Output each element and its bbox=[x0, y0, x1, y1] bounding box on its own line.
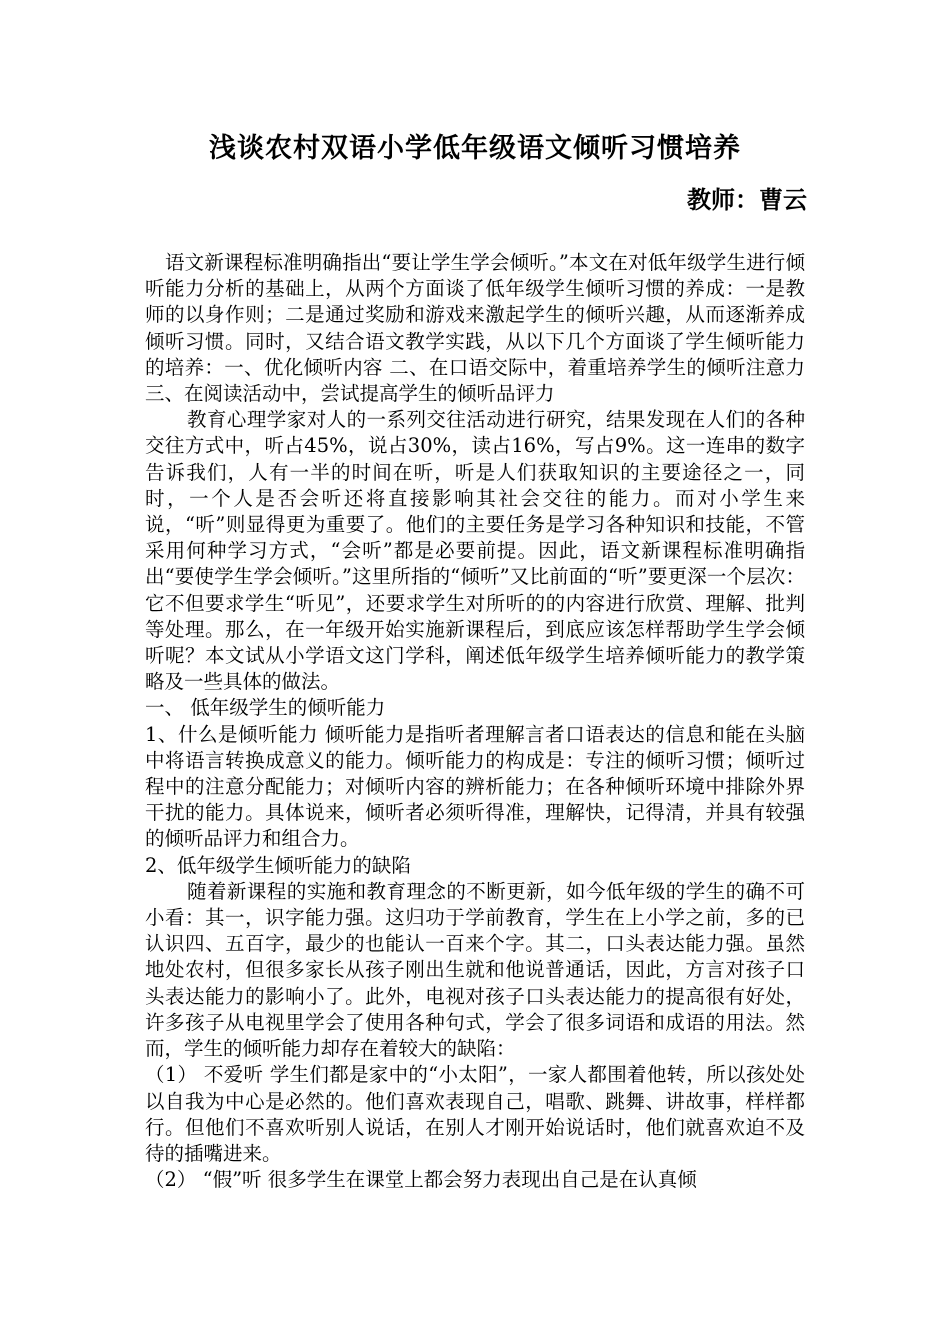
document-title: 浅谈农村双语小学低年级语文倾听习惯培养 bbox=[209, 133, 741, 164]
document-body bbox=[145, 250, 805, 1193]
paragraph-intro: 教育心理学家对人的一系列交往活动进行研究，结果发现在人们的各种交往方式中，听占45%，说占30%，读占16%，写占9%。这一连串的数字告诉我们，人有一半的时间在听，听是人们获取知识的主要途径之一，同时，一个人是否会听还将直接影响其社会交往的能力。而对小学生来说，“听”则显得更为重要了。他们的主要任务是学习各种知识和技能，不管采用何种学习方式，“会听”都是必要前提。因此，语文新课程标准明确指出“要使学生学会倾听。”这里所指的“倾听”又比前面的“听”要更深一个层次：它不但要求学生“听见”，还要求学生对所听的的内容进行欣赏、理解、批判等处理。那么，在一年级开始实施新课程后，到底应该怎样帮助学生学会倾听呢？本文试从小学语文这门学科，阐述低年级学生培养倾听能力的教学策略及一些具体的做法。 bbox=[145, 408, 805, 694]
paragraph-deficiency: 随着新课程的实施和教育理念的不断更新，如今低年级的学生的确不可小看：其一，识字能力强。这归功于学前教育，学生在上小学之前，多的已认识四、五百字，最少的也能认一百来个字。其二，口头表达能力强。虽然地处农村，但很多家长从孩子刚出生就和他说普通话，因此，方言对孩子口头表达能力的影响小了。此外，电视对孩子口头表达能力的提高很有好处，许多孩子从电视里学会了使用各种句式，学会了很多词语和成语的用法。然而，学生的倾听能力却存在着较大的缺陷： bbox=[145, 879, 805, 1061]
paragraph-item-1: （1） 不爱听 学生们都是家中的“小太阳”，一家人都围着他转，所以孩处处以自我为中心是必然的。他们喜欢表现自己，唱歌、跳舞、讲故事，样样都行。但他们不喜欢听别人说话，在别人才刚开始说话时，他们就喜欢迫不及待的插嘴进来。 bbox=[145, 1063, 805, 1165]
paragraph-abstract: 语文新课程标准明确指出“要让学生学会倾听。”本文在对低年级学生进行倾听能力分析的基础上，从两个方面谈了低年级学生倾听习惯的养成：一是教师的以身作则；二是通过奖励和游戏来激起学生的倾听兴趣，从而逐渐养成倾听习惯。同时，又结合语文教学实践，从以下几个方面谈了学生倾听能力的培养：一、优化倾听内容 二、在口语交际中，着重培养学生的倾听注意力三、在阅读活动中，尝试提高学生的倾听品评力 bbox=[145, 251, 805, 406]
paragraph-definition: 1、什么是倾听能力 倾听能力是指听者理解言者口语表达的信息和能在头脑中将语言转换成意义的能力。倾听能力的构成是：专注的倾听习惯；倾听过程中的注意分配能力；对倾听内容的辨析能力；在各种倾听环境中排除外界干扰的能力。具体说来，倾听者必须听得准，理解快，记得清，并具有较强的倾听品评力和组合力。 bbox=[145, 722, 805, 851]
document-author: 教师：曹云 bbox=[687, 185, 807, 214]
subsection-heading-2: 2、低年级学生倾听能力的缺陷 bbox=[145, 853, 411, 877]
paragraph-item-2: （2） “假”听 很多学生在课堂上都会努力表现出自己是在认真倾 bbox=[145, 1168, 697, 1192]
section-heading-1: 一、 低年级学生的倾听能力 bbox=[145, 696, 386, 720]
